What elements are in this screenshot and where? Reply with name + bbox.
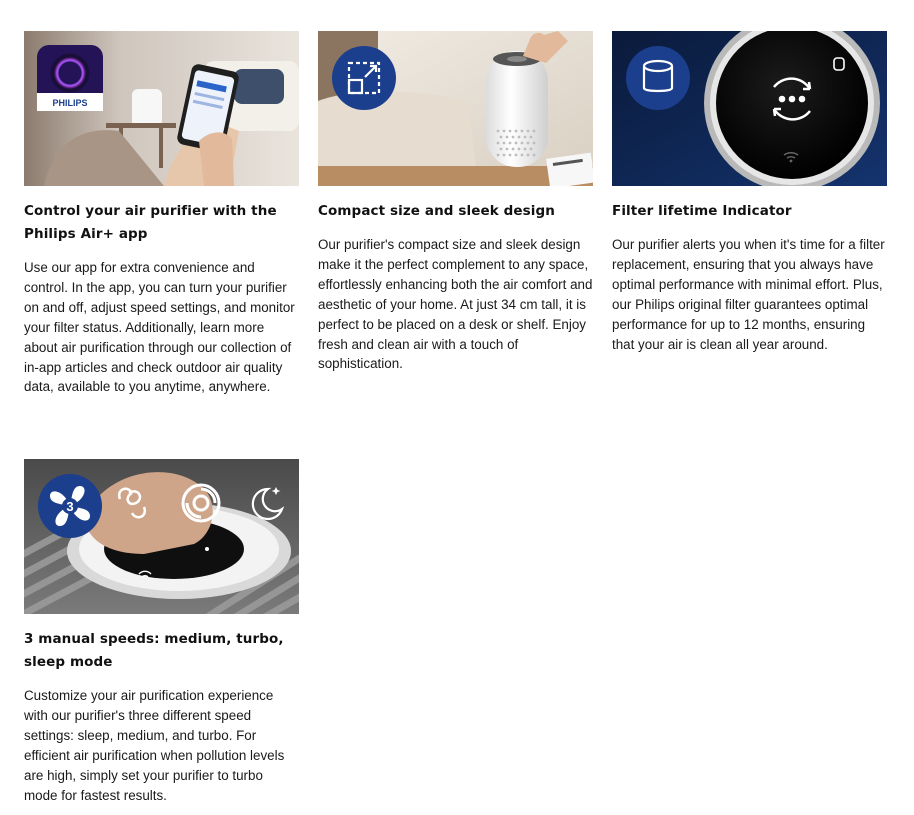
feature-title: Compact size and sleek design xyxy=(318,203,555,219)
feature-card-app-control xyxy=(24,31,299,397)
compact-size-icon xyxy=(332,46,396,110)
feature-image-app-control xyxy=(24,31,299,186)
feature-image-compact-design xyxy=(318,31,593,186)
feature-description: Our purifier alerts you when it's time for a filter replacement, ensuring that you always have optimal performance with minimal effort. Plus, our Philips original filter guarantees optimal performance for up to 12 months, ensuring that your air is clean all year around. xyxy=(612,237,885,352)
feature-description: Our purifier's compact size and sleek design make it the perfect complement to any space, effortlessly enhancing both the air comfort and aesthetic of your home. At just 34 cm tall, it is perfect to be placed on a desk or shelf. Enjoy fresh and clean air with a touch of sophistication. xyxy=(318,237,593,372)
feature-description: Use our app for extra convenience and control. In the app, you can turn your purifier on and off, adjust speed settings, and monitor your filter status. Additionally, learn more about air purification through our collection of in-app articles and check outdoor air quality data, available to you anytime, anywhere. xyxy=(24,260,295,395)
feature-image-filter-indicator xyxy=(612,31,887,186)
philips-brand-label: PHILIPS xyxy=(52,98,88,108)
philips-air-app-icon xyxy=(37,45,103,111)
feature-card-manual-speeds xyxy=(24,459,299,805)
feature-title: 3 manual speeds: medium, turbo, sleep mode xyxy=(24,631,284,670)
fan-speed-number: 3 xyxy=(66,499,74,514)
feature-description: Customize your air purification experience with our purifier's three different speed settings: sleep, medium, and turbo. For efficient air purification when pollution levels are high, simply set your purifier to turbo mode for fastest results. xyxy=(24,688,285,803)
filter-cylinder-icon xyxy=(626,46,690,110)
feature-card-compact-design xyxy=(318,31,593,374)
feature-image-manual-speeds xyxy=(24,459,299,614)
feature-title: Filter lifetime Indicator xyxy=(612,203,792,219)
fan-speed-icon xyxy=(38,474,102,538)
feature-title: Control your air purifier with the Philips Air+ app xyxy=(24,203,277,242)
feature-card-filter-indicator xyxy=(612,31,887,354)
